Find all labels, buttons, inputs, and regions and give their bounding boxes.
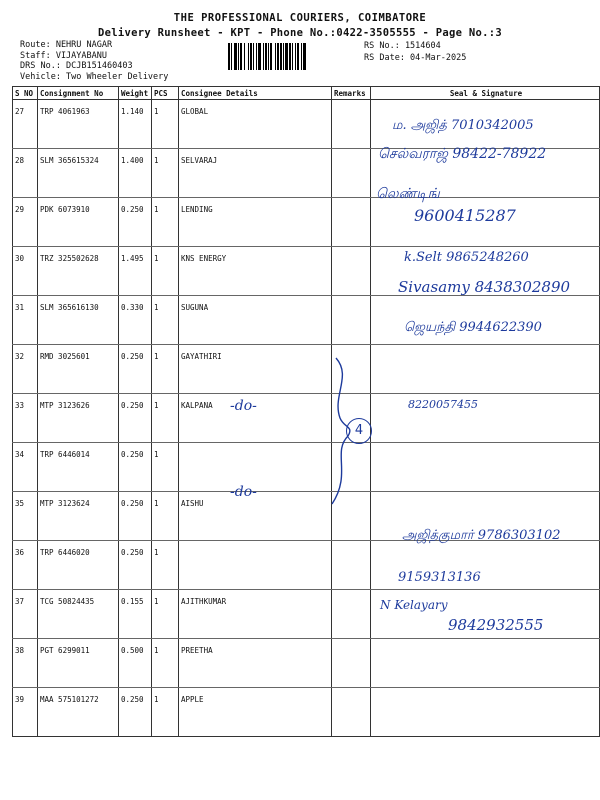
cell-weight: 0.250	[119, 394, 152, 443]
cell-weight: 0.250	[119, 541, 152, 590]
col-sno: S NO	[13, 87, 38, 100]
cell-signature	[371, 345, 600, 394]
cell-consignee	[179, 541, 332, 590]
cell-remarks	[332, 688, 371, 737]
barcode-bar	[306, 43, 307, 70]
cell-consignee: AISHU	[179, 492, 332, 541]
cell-remarks	[332, 590, 371, 639]
company-name: THE PROFESSIONAL COURIERS, COIMBATORE	[173, 12, 427, 24]
cell-sno: 38	[13, 639, 38, 688]
cell-consignee: AJITHKUMAR	[179, 590, 332, 639]
signature-27: ம. அஜித் 7010342005	[392, 118, 534, 133]
cell-pcs: 1	[152, 345, 179, 394]
cell-sno: 32	[13, 345, 38, 394]
staff-label: Staff: VIJAYABANU	[20, 50, 107, 61]
cell-weight: 0.250	[119, 443, 152, 492]
cell-weight: 0.330	[119, 296, 152, 345]
cell-sno: 34	[13, 443, 38, 492]
cell-consignee: SELVARAJ	[179, 149, 332, 198]
cell-weight: 0.500	[119, 639, 152, 688]
cell-remarks	[332, 639, 371, 688]
route-label: Route: NEHRU NAGAR	[20, 40, 113, 50]
cell-consignment: MTP 3123626	[38, 394, 119, 443]
signature-28: செல்வராஜ் 98422-78922	[378, 146, 547, 162]
cell-pcs: 1	[152, 296, 179, 345]
rs-date: RS Date: 04-Mar-2025	[364, 53, 467, 63]
runsheet-title: Delivery Runsheet - KPT - Phone No.:0422-3505555 - Page No.:3	[98, 27, 502, 39]
signature-34: 8220057455	[408, 398, 478, 411]
cell-consignment: TCG 50824435	[38, 590, 119, 639]
signature-39-name: N Kelayary	[380, 598, 448, 612]
cell-weight: 1.140	[119, 100, 152, 149]
cell-consignment: SLM 365615324	[38, 149, 119, 198]
signature-31-b: Sivasamy 8438302890	[398, 278, 571, 296]
signature-29-name: லெண்டிங்	[376, 186, 440, 202]
cell-consignment: TRP 6446020	[38, 541, 119, 590]
cell-pcs: 1	[152, 100, 179, 149]
rs-number: RS No.: 1514604	[364, 41, 441, 51]
col-signature: Seal & Signature	[371, 87, 600, 100]
cell-pcs: 1	[152, 394, 179, 443]
table-row	[13, 688, 600, 737]
cell-signature	[371, 688, 600, 737]
cell-sno: 39	[13, 688, 38, 737]
route-info	[20, 40, 168, 82]
cell-pcs: 1	[152, 492, 179, 541]
signature-39-phone: 9842932555	[448, 616, 544, 634]
col-remarks: Remarks	[332, 87, 371, 100]
cell-weight: 0.155	[119, 590, 152, 639]
cell-pcs: 1	[152, 247, 179, 296]
cell-weight: 1.495	[119, 247, 152, 296]
cell-sno: 28	[13, 149, 38, 198]
cell-consignment: RMD 3025601	[38, 345, 119, 394]
cell-sno: 30	[13, 247, 38, 296]
cell-signature	[371, 639, 600, 688]
signature-37: அஜித்குமார் 9786303102	[402, 528, 561, 543]
table-row	[13, 443, 600, 492]
cell-pcs: 1	[152, 443, 179, 492]
cell-weight: 1.400	[119, 149, 152, 198]
cell-consignee: KNS ENERGY	[179, 247, 332, 296]
cell-consignment: PGT 6299011	[38, 639, 119, 688]
document-header	[0, 12, 600, 39]
cell-remarks	[332, 247, 371, 296]
cell-pcs: 1	[152, 541, 179, 590]
cell-weight: 0.250	[119, 492, 152, 541]
cell-sno: 31	[13, 296, 38, 345]
delivery-count-stamp: 4	[346, 418, 372, 444]
cell-weight: 0.250	[119, 345, 152, 394]
runsheet-info	[364, 40, 466, 64]
table-row	[13, 541, 600, 590]
cell-consignee: GLOBAL	[179, 100, 332, 149]
cell-remarks	[332, 198, 371, 247]
cell-pcs: 1	[152, 639, 179, 688]
ditto-34: -do-	[230, 398, 257, 414]
col-weight: Weight	[119, 87, 152, 100]
col-consignee: Consignee Details	[179, 87, 332, 100]
cell-pcs: 1	[152, 198, 179, 247]
cell-consignee: SUGUNA	[179, 296, 332, 345]
cell-remarks	[332, 100, 371, 149]
cell-remarks	[332, 296, 371, 345]
cell-consignee: APPLE	[179, 688, 332, 737]
signature-32: ஜெயந்தி 9944622390	[404, 320, 542, 335]
signature-31-a: k.Selt 9865248260	[404, 250, 529, 265]
col-consignment: Consignment No	[38, 87, 119, 100]
cell-signature	[371, 394, 600, 443]
cell-sno: 27	[13, 100, 38, 149]
cell-consignment: MTP 3123624	[38, 492, 119, 541]
table-row	[13, 639, 600, 688]
cell-sno: 33	[13, 394, 38, 443]
cell-consignment: MAA 575101272	[38, 688, 119, 737]
cell-consignee: GAYATHIRI	[179, 345, 332, 394]
cell-sno: 29	[13, 198, 38, 247]
runsheet-table	[12, 86, 600, 737]
cell-sno: 37	[13, 590, 38, 639]
cell-consignee: LENDING	[179, 198, 332, 247]
barcode	[228, 43, 350, 70]
cell-weight: 0.250	[119, 198, 152, 247]
ditto-36: -do-	[230, 484, 257, 500]
cell-remarks	[332, 541, 371, 590]
cell-consignee: KALPANA	[179, 394, 332, 443]
table-header-row	[13, 87, 600, 100]
table-row	[13, 394, 600, 443]
table-row	[13, 345, 600, 394]
cell-pcs: 1	[152, 688, 179, 737]
cell-consignment: SLM 365616130	[38, 296, 119, 345]
cell-weight: 0.250	[119, 688, 152, 737]
cell-sno: 35	[13, 492, 38, 541]
col-pcs: PCS	[152, 87, 179, 100]
cell-signature	[371, 443, 600, 492]
cell-consignment: TRP 4061963	[38, 100, 119, 149]
drs-label: DRS No.: DCJB151460403	[20, 61, 133, 71]
vehicle-label: Vehicle: Two Wheeler Delivery	[20, 71, 169, 82]
cell-consignment: PDK 6073910	[38, 198, 119, 247]
cell-pcs: 1	[152, 590, 179, 639]
cell-sno: 36	[13, 541, 38, 590]
signature-29-phone: 9600415287	[414, 206, 516, 225]
cell-pcs: 1	[152, 149, 179, 198]
signature-38: 9159313136	[398, 570, 481, 585]
cell-remarks	[332, 149, 371, 198]
cell-consignee: PREETHA	[179, 639, 332, 688]
cell-consignment: TRP 6446014	[38, 443, 119, 492]
cell-consignment: TRZ 325502628	[38, 247, 119, 296]
